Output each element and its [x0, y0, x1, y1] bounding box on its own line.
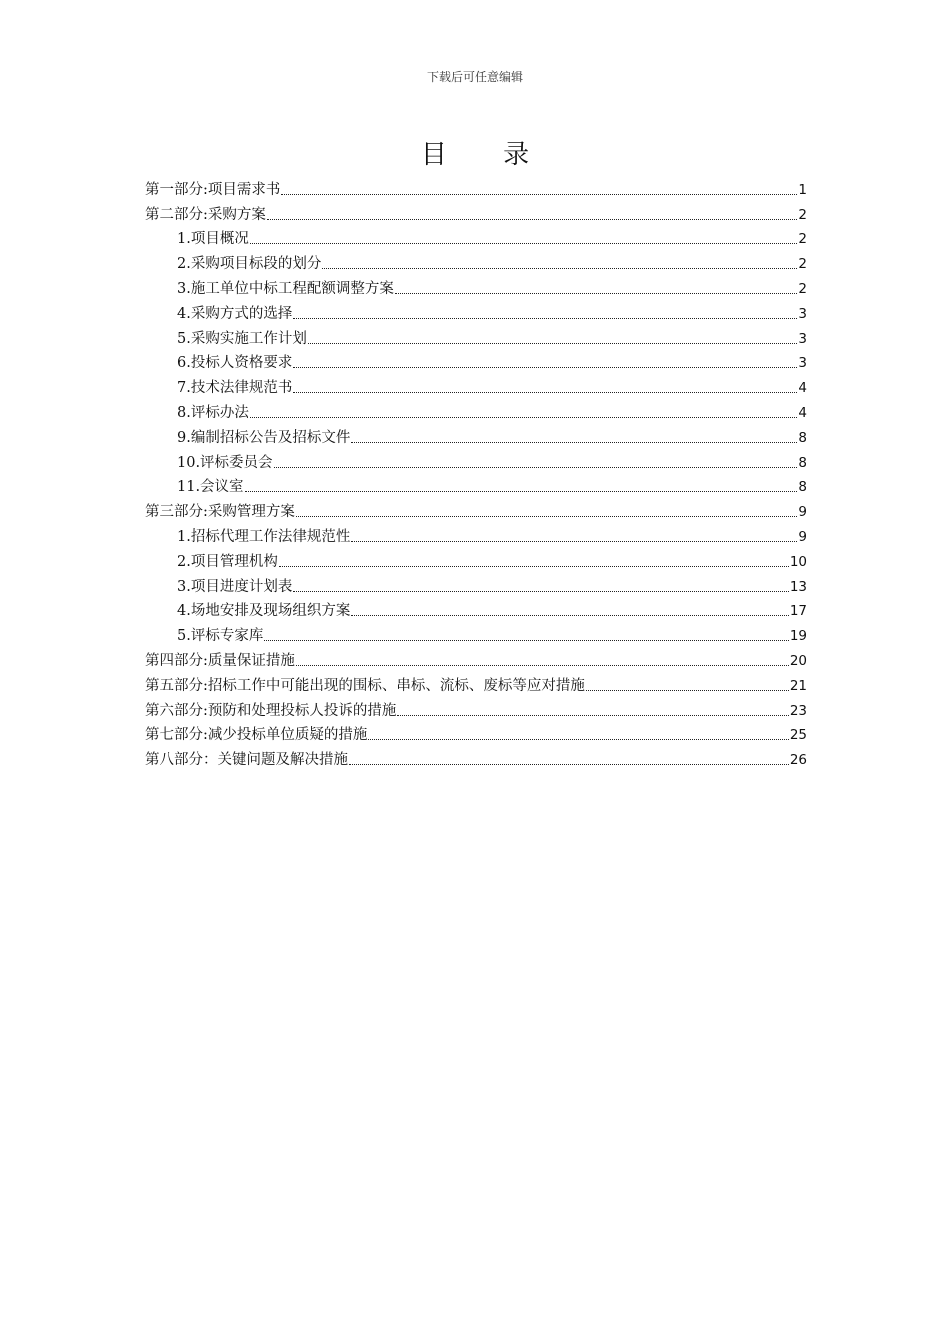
toc-dot-leader [395, 292, 798, 294]
toc-dot-leader [368, 738, 788, 740]
toc-entry-page-number: 8 [798, 454, 807, 471]
toc-entry[interactable] [145, 225, 807, 250]
toc-entry[interactable] [145, 175, 807, 200]
toc-entry[interactable] [145, 274, 807, 299]
toc-dot-leader [264, 639, 788, 641]
toc-entry-label: 11.会议室 [177, 479, 244, 496]
toc-entry[interactable] [145, 497, 807, 522]
toc-dot-leader [293, 366, 797, 368]
toc-entry[interactable] [145, 621, 807, 646]
toc-entry-label: 1.项目概况 [177, 231, 249, 248]
toc-dot-leader [351, 614, 788, 616]
toc-entry[interactable] [145, 324, 807, 349]
toc-entry[interactable] [145, 249, 807, 274]
toc-entry-label: 8.评标办法 [177, 404, 249, 421]
toc-entry-label: 10.评标委员会 [177, 454, 273, 471]
toc-entry[interactable] [145, 646, 807, 671]
toc-entry-page-number: 25 [789, 727, 807, 744]
toc-entry-page-number: 23 [789, 702, 807, 719]
toc-entry[interactable] [145, 522, 807, 547]
toc-entry-page-number: 13 [789, 578, 807, 595]
toc-entry[interactable] [145, 597, 807, 622]
toc-dot-leader [296, 664, 789, 666]
toc-entry[interactable] [145, 547, 807, 572]
toc-dot-leader [274, 466, 798, 468]
toc-entry-label: 9.编制招标公告及招标文件 [177, 429, 351, 446]
toc-entry-page-number: 2 [798, 256, 807, 273]
toc-entry-page-number: 3 [798, 305, 807, 322]
toc-entry-label: 第七部分:减少投标单位质疑的措施 [145, 727, 368, 744]
toc-entry[interactable] [145, 721, 807, 746]
toc-dot-leader [351, 441, 797, 443]
toc-entry-label: 2.项目管理机构 [177, 553, 278, 570]
toc-entry-label: 5.采购实施工作计划 [177, 330, 307, 347]
toc-entry[interactable] [145, 373, 807, 398]
toc-entry[interactable] [145, 423, 807, 448]
toc-dot-leader [293, 391, 797, 393]
table-of-contents [145, 175, 807, 770]
toc-entry-label: 2.采购项目标段的划分 [177, 256, 322, 273]
toc-dot-leader [267, 218, 798, 220]
toc-dot-leader [296, 515, 798, 517]
toc-entry-label: 6.投标人资格要求 [177, 355, 293, 372]
toc-entry[interactable] [145, 745, 807, 770]
toc-entry-page-number: 2 [798, 280, 807, 297]
toc-entry-page-number: 20 [789, 652, 807, 669]
toc-entry[interactable] [145, 696, 807, 721]
toc-dot-leader [250, 416, 798, 418]
toc-entry[interactable] [145, 473, 807, 498]
toc-dot-leader [397, 714, 788, 716]
toc-entry[interactable] [145, 200, 807, 225]
toc-entry[interactable] [145, 671, 807, 696]
toc-dot-leader [349, 763, 789, 765]
toc-entry-page-number: 8 [798, 429, 807, 446]
toc-dot-leader [293, 317, 797, 319]
toc-dot-leader [586, 689, 789, 691]
toc-entry[interactable] [145, 349, 807, 374]
toc-entry-page-number: 19 [789, 628, 807, 645]
toc-entry-label: 第五部分:招标工作中可能出现的围标、串标、流标、废标等应对措施 [145, 677, 585, 694]
toc-entry-page-number: 10 [789, 553, 807, 570]
toc-dot-leader [293, 590, 788, 592]
toc-entry-label: 3.项目进度计划表 [177, 578, 293, 595]
toc-entry-page-number: 4 [798, 404, 807, 421]
toc-dot-leader [250, 242, 798, 244]
toc-entry-page-number: 3 [798, 330, 807, 347]
toc-entry-page-number: 21 [789, 677, 807, 694]
toc-entry-label: 第八部分：关键问题及解决措施 [145, 752, 348, 769]
toc-entry-label: 4.采购方式的选择 [177, 305, 293, 322]
toc-entry-page-number: 17 [789, 603, 807, 620]
toc-dot-leader [351, 540, 797, 542]
toc-entry-label: 第一部分:项目需求书 [145, 181, 281, 198]
toc-dot-leader [281, 193, 797, 195]
toc-dot-leader [245, 490, 798, 492]
page-header: 下载后可任意编辑 [426, 70, 523, 84]
toc-title: 目 录 [420, 140, 554, 170]
toc-entry-page-number: 26 [789, 752, 807, 769]
toc-entry-page-number: 4 [798, 380, 807, 397]
toc-dot-leader [308, 342, 798, 344]
toc-entry-label: 3.施工单位中标工程配额调整方案 [177, 280, 394, 297]
toc-dot-leader [279, 565, 789, 567]
toc-entry-label: 1.招标代理工作法律规范性 [177, 528, 351, 545]
toc-entry-page-number: 9 [798, 528, 807, 545]
toc-entry-label: 第三部分:采购管理方案 [145, 504, 295, 521]
toc-entry[interactable] [145, 299, 807, 324]
toc-entry-page-number: 2 [798, 206, 807, 223]
toc-entry-label: 5.评标专家库 [177, 628, 264, 645]
toc-dot-leader [322, 267, 797, 269]
toc-entry-page-number: 2 [798, 231, 807, 248]
toc-entry-label: 第六部分:预防和处理投标人投诉的措施 [145, 702, 397, 719]
toc-entry-label: 第四部分:质量保证措施 [145, 652, 295, 669]
toc-entry-page-number: 3 [798, 355, 807, 372]
toc-entry-page-number: 9 [798, 504, 807, 521]
toc-entry[interactable] [145, 572, 807, 597]
toc-entry-label: 7.技术法律规范书 [177, 380, 293, 397]
toc-entry-page-number: 1 [798, 181, 807, 198]
toc-entry-label: 4.场地安排及现场组织方案 [177, 603, 351, 620]
toc-entry-label: 第二部分:采购方案 [145, 206, 266, 223]
toc-entry[interactable] [145, 398, 807, 423]
toc-entry-page-number: 8 [798, 479, 807, 496]
toc-entry[interactable] [145, 448, 807, 473]
